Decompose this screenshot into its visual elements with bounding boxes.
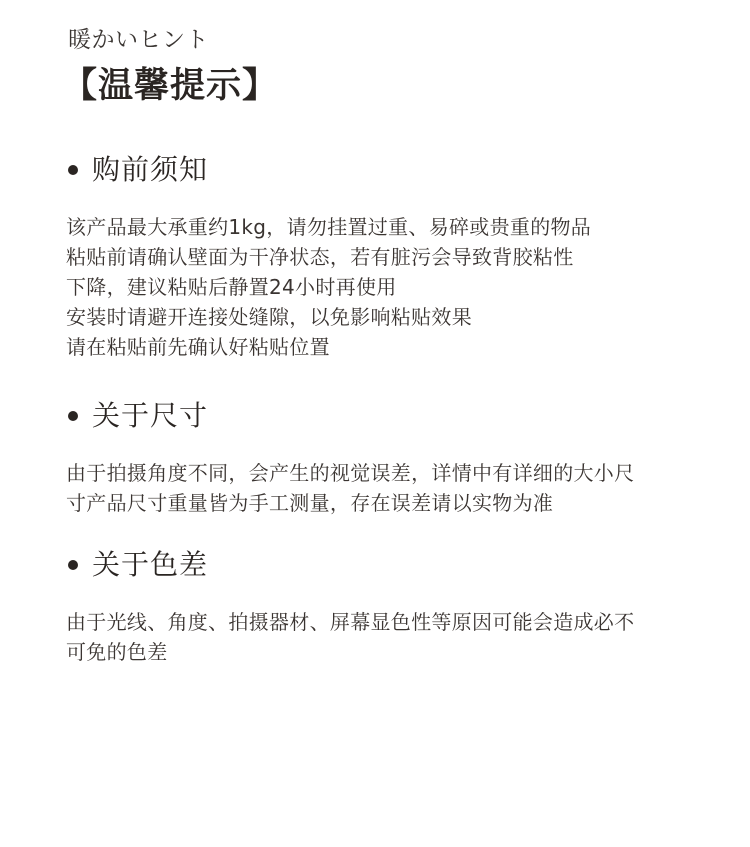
body-line: 由于拍摄角度不同，会产生的视觉误差，详情中有详细的大小尺: [66, 461, 635, 485]
section-heading-text: 购前须知: [92, 153, 209, 186]
body-line: 安装时请避开连接处缝隙，以免影响粘贴效果: [66, 305, 472, 329]
section-heading: [66, 547, 706, 583]
body-line: 请在粘贴前先确认好粘贴位置: [66, 335, 330, 359]
body-line: 寸产品尺寸重量皆为手工测量，存在误差请以实物为准: [66, 491, 554, 515]
body-line: 下降，建议粘贴后静置24小时再使用: [66, 275, 397, 299]
section-about-size: [66, 398, 706, 518]
section-heading-text: 关于色差: [92, 548, 209, 581]
page-subtitle: 暖かいヒント: [68, 27, 209, 53]
bullet-dot-icon: [68, 165, 78, 175]
section-about-color: [66, 547, 706, 667]
bullet-dot-icon: [68, 411, 78, 421]
section-heading-text: 关于尺寸: [92, 399, 209, 432]
section-heading: [66, 398, 706, 434]
body-line: 由于光线、角度、拍摄器材、屏幕显色性等原因可能会造成必不: [66, 610, 635, 634]
bullet-dot-icon: [68, 560, 78, 570]
body-line: 可免的色差: [66, 640, 168, 664]
section-body: [66, 458, 706, 518]
body-line: 粘贴前请确认壁面为干净状态，若有脏污会导致背胶粘性: [66, 245, 574, 269]
body-line: 该产品最大承重约1kg，请勿挂置过重、易碎或贵重的物品: [66, 215, 592, 239]
section-heading: [66, 152, 706, 188]
section-body: [66, 212, 706, 362]
section-body: [66, 607, 706, 667]
page-title: 【温馨提示】: [62, 66, 279, 106]
section-purchase-notice: [66, 152, 706, 362]
